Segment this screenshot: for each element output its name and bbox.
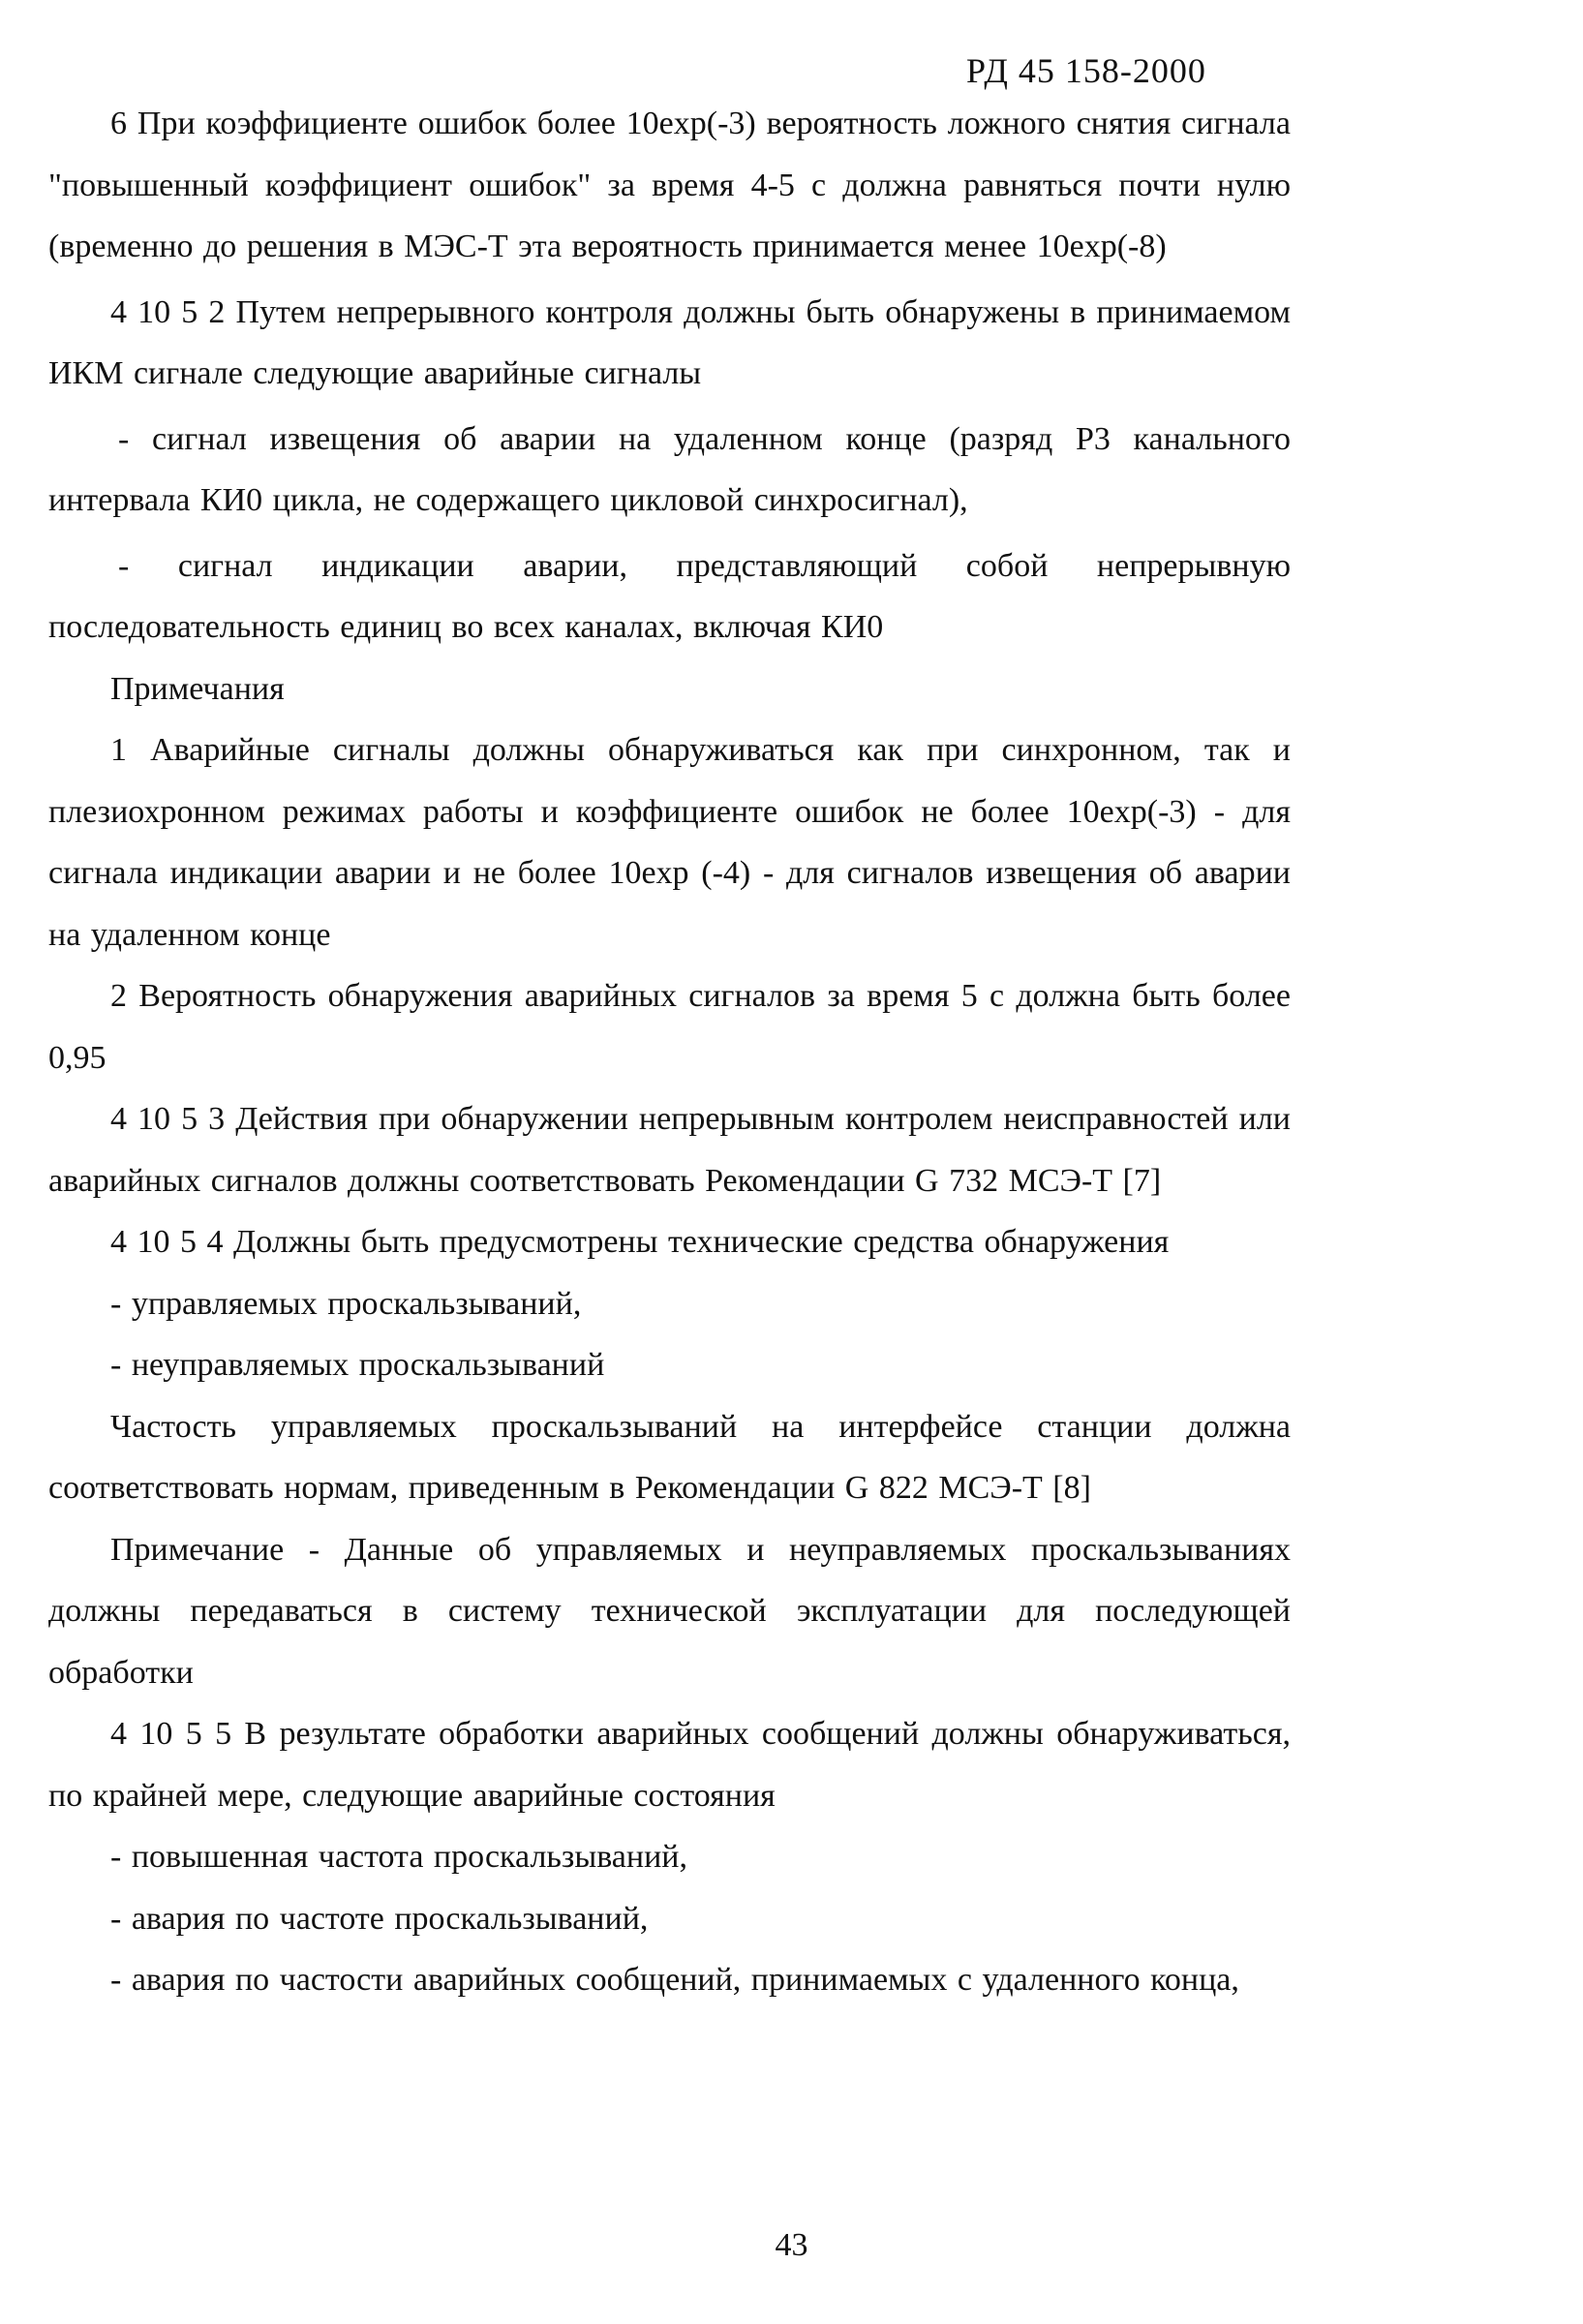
- list-item-high-slip-rate: - повышенная частота проскальзываний,: [110, 1839, 687, 1875]
- note-2: 2 Вероятность обнаружения аварийных сигналов за время 5 с должна быть более 0,95: [48, 978, 1291, 1076]
- list-item-controlled-slips: - управляемых проскальзываний,: [110, 1285, 582, 1322]
- paragraph-4-10-5-4: 4 10 5 4 Должны быть предусмотрены технические средства обнаружения: [110, 1224, 1170, 1260]
- page-number: 43: [775, 2227, 808, 2263]
- list-item-remote-alarm-rate: - авария по частости аварийных сообщений, принимаемых с удаленного конца,: [110, 1962, 1239, 1998]
- document-code: РД 45 158-2000: [966, 51, 1206, 90]
- note-slip-data: Примечание - Данные об управляемых и неуправляемых проскальзываниях должны передаваться в систему технической эксплуатации для последующей обработки: [48, 1531, 1291, 1691]
- paragraph-4-10-5-2: 4 10 5 2 Путем непрерывного контроля должны быть обнаружены в принимаемом ИКМ сигнале следующие аварийные сигналы: [48, 293, 1291, 391]
- document-body: [48, 93, 1291, 2011]
- list-item-uncontrolled-slips: - неуправляемых проскальзываний: [110, 1347, 605, 1383]
- paragraph-slip-rate: Частость управляемых проскальзываний на интерфейсе станции должна соответствовать нормам, приведенным в Рекомендации G 822 МСЭ-Т [8]: [48, 1408, 1291, 1506]
- paragraph-4-10-5-5: 4 10 5 5 В результате обработки аварийных сообщений должны обнаруживаться, по крайней мере, следующие аварийные состояния: [48, 1716, 1291, 1814]
- list-item-slip-rate-alarm: - авария по частоте проскальзываний,: [110, 1900, 649, 1937]
- list-item-remote-alarm-signal: - сигнал извещения об аварии на удаленном конце (разряд Р3 канального интервала КИ0 цикла, не содержащего цикловой синхросигнал),: [48, 420, 1291, 518]
- list-item-alarm-indication-signal: - сигнал индикации аварии, представляющий собой непрерывную последовательность единиц во всех каналах, включая КИ0: [48, 547, 1291, 645]
- notes-heading: Примечания: [110, 670, 285, 707]
- note-1: 1 Аварийные сигналы должны обнаруживаться как при синхронном, так и плезиохронном режимах работы и коэффициенте ошибок не более 10exp(-3) - для сигнала индикации аварии и не более 10exp (-4) - для сигналов извещения об аварии на удаленном конце: [48, 732, 1291, 953]
- paragraph-error-rate-probability: 6 При коэффициенте ошибок более 10exp(-3) вероятность ложного снятия сигнала "повышенный коэффициент ошибок" за время 4-5 с должна равняться почти нулю (временно до решения в МЭС-Т эта вероятность принимается менее 10exp(-8): [48, 106, 1291, 264]
- paragraph-4-10-5-3: 4 10 5 3 Действия при обнаружении непрерывным контролем неисправностей или аварийных сигналов должны соответствовать Рекомендации G 732 МСЭ-Т [7]: [48, 1101, 1291, 1199]
